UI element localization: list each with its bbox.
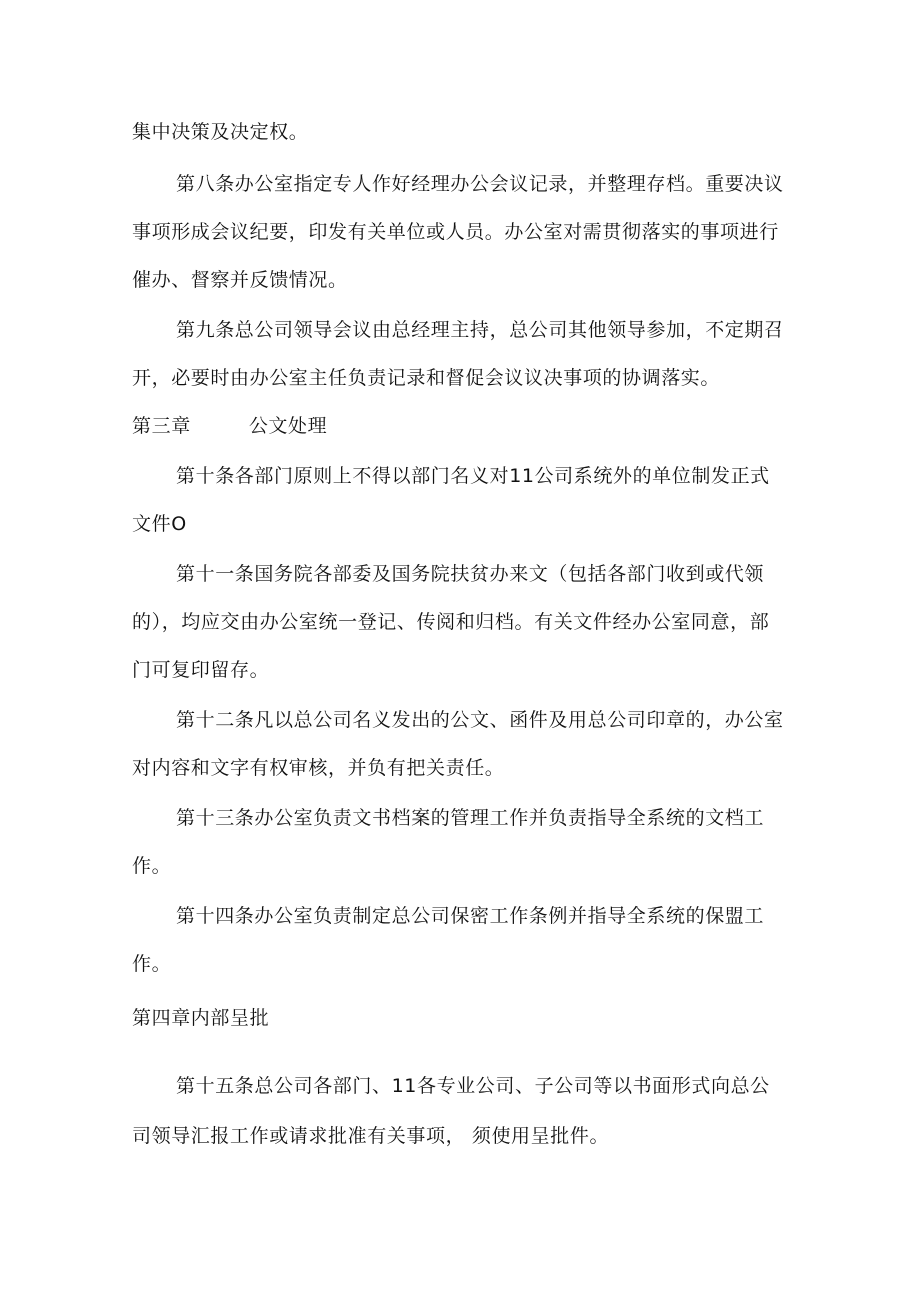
article-15-line-2: 司领导汇报工作或请求批准有关事项， 须使用呈批件。 xyxy=(132,1125,610,1147)
article-13-line-2: 作。 xyxy=(132,855,172,877)
article-14-line-1: 第十四条办公室负责制定总公司保密工作条例并指导全系统的保盟工 xyxy=(176,905,765,927)
article-15-line-1: 第十五条总公司各部门、11各专业公司、子公司等以书面形式向总公 xyxy=(176,1075,770,1097)
text-line: 集中决策及决定权。 xyxy=(132,121,309,143)
article-11-line-3: 门可复印留存。 xyxy=(132,659,270,681)
article-10-line-1: 第十条各部门原则上不得以部门名义对11公司系统外的单位制发正式 xyxy=(176,465,770,487)
article-13-line-1: 第十三条办公室负责文书档案的管理工作并负责指导全系统的文档工 xyxy=(176,807,765,829)
article-9-line-1: 第九条总公司领导会议由总经理主持，总公司其他领导参加，不定期召 xyxy=(176,319,784,341)
article-8-line-2: 事项形成会议纪要，印发有关单位或人员。办公室对需贯彻落实的事项进行 xyxy=(132,221,779,243)
article-11-line-2: 的），均应交由办公室统一登记、传阅和归档。有关文件经办公室同意，部 xyxy=(132,611,770,633)
chapter-4-heading: 第四章内部呈批 xyxy=(132,1007,270,1029)
chapter-number: 第三章 xyxy=(132,415,191,437)
article-12-line-2: 对内容和文字有权审核，并负有把关责任。 xyxy=(132,757,505,779)
article-10-line-2: 文件O xyxy=(132,513,187,535)
article-9-line-2: 开，必要时由办公室主任负责记录和督促会议议决事项的协调落实。 xyxy=(132,367,721,389)
article-12-line-1: 第十二条凡以总公司名义发出的公文、函件及用总公司印章的，办公室 xyxy=(176,709,784,731)
article-8-line-1: 第八条办公室指定专人作好经理办公会议记录，并整理存档。重要决议 xyxy=(176,173,784,195)
chapter-title: 公文处理 xyxy=(248,415,328,437)
article-8-line-3: 催办、督察并反馈情况。 xyxy=(132,269,348,291)
article-11-line-1: 第十一条国务院各部委及国务院扶贫办来文（包括各部门收到或代领 xyxy=(176,563,765,585)
article-14-line-2: 作。 xyxy=(132,953,172,975)
chapter-3-heading xyxy=(132,414,327,438)
